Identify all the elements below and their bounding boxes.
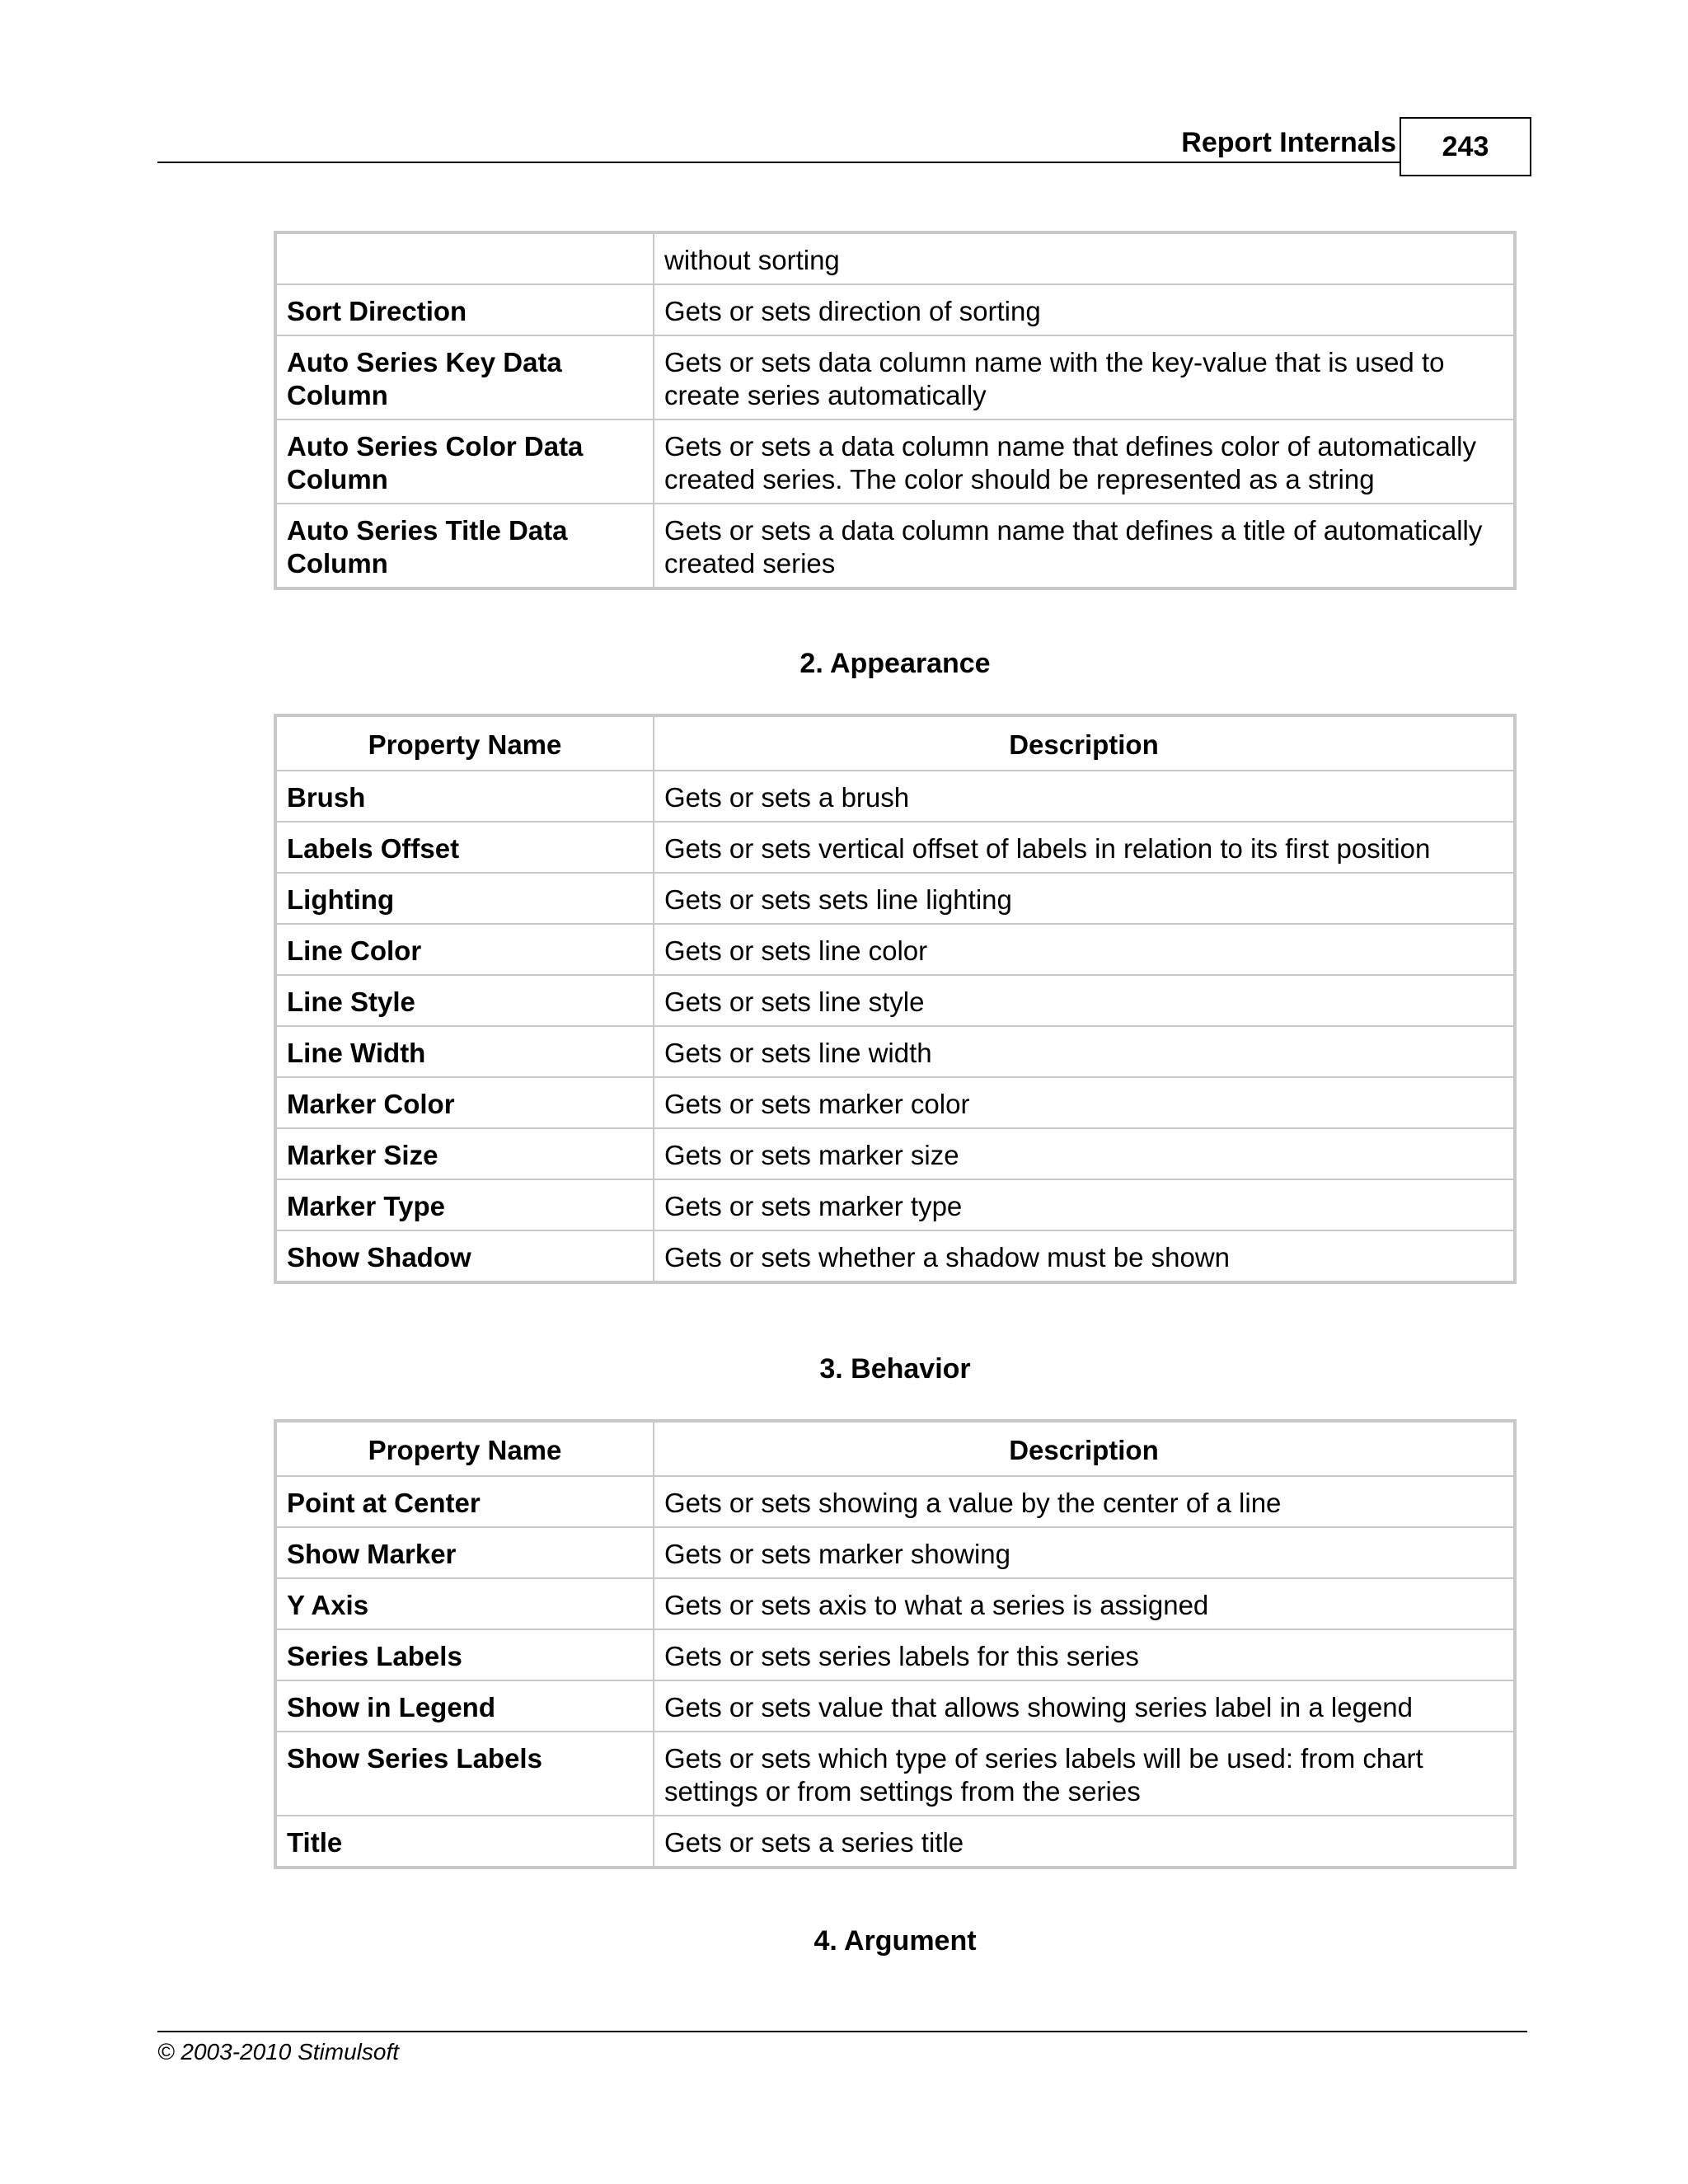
property-description: Gets or sets vertical offset of labels in relation to its first position bbox=[654, 822, 1515, 873]
section-heading-behavior: 3. Behavior bbox=[819, 1353, 971, 1385]
property-name: Show Series Labels bbox=[275, 1732, 654, 1816]
table-row bbox=[275, 1629, 1515, 1680]
table-row bbox=[275, 419, 1515, 504]
section-heading-argument: 4. Argument bbox=[814, 1925, 977, 1957]
property-name bbox=[275, 232, 654, 284]
table-row bbox=[275, 232, 1515, 284]
property-name: Line Style bbox=[275, 975, 654, 1026]
property-description: Gets or sets marker color bbox=[654, 1077, 1515, 1128]
header-rule bbox=[157, 162, 1400, 163]
property-name: Show Marker bbox=[275, 1527, 654, 1578]
table-row bbox=[275, 1077, 1515, 1128]
table-row bbox=[275, 335, 1515, 419]
property-description: Gets or sets data column name with the key-value that is used to create series automatically bbox=[654, 335, 1515, 419]
property-description: Gets or sets a data column name that defines a title of automatically created series bbox=[654, 504, 1515, 588]
table-row bbox=[275, 1179, 1515, 1230]
table-row bbox=[275, 504, 1515, 588]
property-name: Y Axis bbox=[275, 1578, 654, 1629]
property-description: Gets or sets series labels for this series bbox=[654, 1629, 1515, 1680]
table-row bbox=[275, 1026, 1515, 1077]
property-description: Gets or sets line color bbox=[654, 924, 1515, 975]
property-description: Gets or sets line style bbox=[654, 975, 1515, 1026]
property-name: Auto Series Key Data Column bbox=[275, 335, 654, 419]
property-name: Line Color bbox=[275, 924, 654, 975]
property-description: without sorting bbox=[654, 232, 1515, 284]
table-row bbox=[275, 284, 1515, 335]
property-description: Gets or sets a data column name that defines color of automatically created series. The color should be represented as a string bbox=[654, 419, 1515, 504]
property-description: Gets or sets showing a value by the center of a line bbox=[654, 1476, 1515, 1527]
table-header-row bbox=[275, 715, 1515, 771]
property-name: Show in Legend bbox=[275, 1680, 654, 1732]
table-row bbox=[275, 1816, 1515, 1868]
column-header-property-name: Property Name bbox=[275, 715, 654, 771]
table-row bbox=[275, 873, 1515, 924]
property-description: Gets or sets a brush bbox=[654, 771, 1515, 822]
property-name: Brush bbox=[275, 771, 654, 822]
property-name: Marker Type bbox=[275, 1179, 654, 1230]
table-row bbox=[275, 771, 1515, 822]
property-name: Labels Offset bbox=[275, 822, 654, 873]
table-row bbox=[275, 1527, 1515, 1578]
table-row bbox=[275, 1476, 1515, 1527]
table-row bbox=[275, 1680, 1515, 1732]
table-row bbox=[275, 822, 1515, 873]
property-name: Marker Color bbox=[275, 1077, 654, 1128]
property-name: Series Labels bbox=[275, 1629, 654, 1680]
table-row bbox=[275, 924, 1515, 975]
section-heading-appearance: 2. Appearance bbox=[799, 648, 991, 679]
property-name: Title bbox=[275, 1816, 654, 1868]
table-row bbox=[275, 1732, 1515, 1816]
property-name: Show Shadow bbox=[275, 1230, 654, 1282]
property-name: Auto Series Title Data Column bbox=[275, 504, 654, 588]
column-header-description: Description bbox=[654, 1421, 1515, 1476]
page-header bbox=[157, 117, 1531, 176]
property-description: Gets or sets marker size bbox=[654, 1128, 1515, 1179]
property-name: Line Width bbox=[275, 1026, 654, 1077]
table-row bbox=[275, 1128, 1515, 1179]
footer-copyright: © 2003-2010 Stimulsoft bbox=[157, 2039, 400, 2064]
property-description: Gets or sets a series title bbox=[654, 1816, 1515, 1868]
column-header-description: Description bbox=[654, 715, 1515, 771]
table-header-row bbox=[275, 1421, 1515, 1476]
behavior-property-table bbox=[274, 1419, 1517, 1869]
table-row bbox=[275, 1230, 1515, 1282]
property-name: Lighting bbox=[275, 873, 654, 924]
table-row bbox=[275, 1578, 1515, 1629]
page-number: 243 bbox=[1400, 117, 1531, 176]
property-name: Point at Center bbox=[275, 1476, 654, 1527]
property-name: Marker Size bbox=[275, 1128, 654, 1179]
column-header-property-name: Property Name bbox=[275, 1421, 654, 1476]
property-description: Gets or sets value that allows showing series label in a legend bbox=[654, 1680, 1515, 1732]
footer-rule bbox=[157, 2031, 1527, 2032]
property-description: Gets or sets axis to what a series is assigned bbox=[654, 1578, 1515, 1629]
property-description: Gets or sets sets line lighting bbox=[654, 873, 1515, 924]
table-row bbox=[275, 975, 1515, 1026]
property-description: Gets or sets which type of series labels will be used: from chart settings or from settings from the series bbox=[654, 1732, 1515, 1816]
property-name: Sort Direction bbox=[275, 284, 654, 335]
continued-property-table bbox=[274, 231, 1517, 590]
property-name: Auto Series Color Data Column bbox=[275, 419, 654, 504]
appearance-property-table bbox=[274, 714, 1517, 1284]
property-description: Gets or sets marker showing bbox=[654, 1527, 1515, 1578]
property-description: Gets or sets marker type bbox=[654, 1179, 1515, 1230]
property-description: Gets or sets direction of sorting bbox=[654, 284, 1515, 335]
header-title: Report Internals bbox=[1181, 127, 1396, 158]
property-description: Gets or sets whether a shadow must be shown bbox=[654, 1230, 1515, 1282]
property-description: Gets or sets line width bbox=[654, 1026, 1515, 1077]
